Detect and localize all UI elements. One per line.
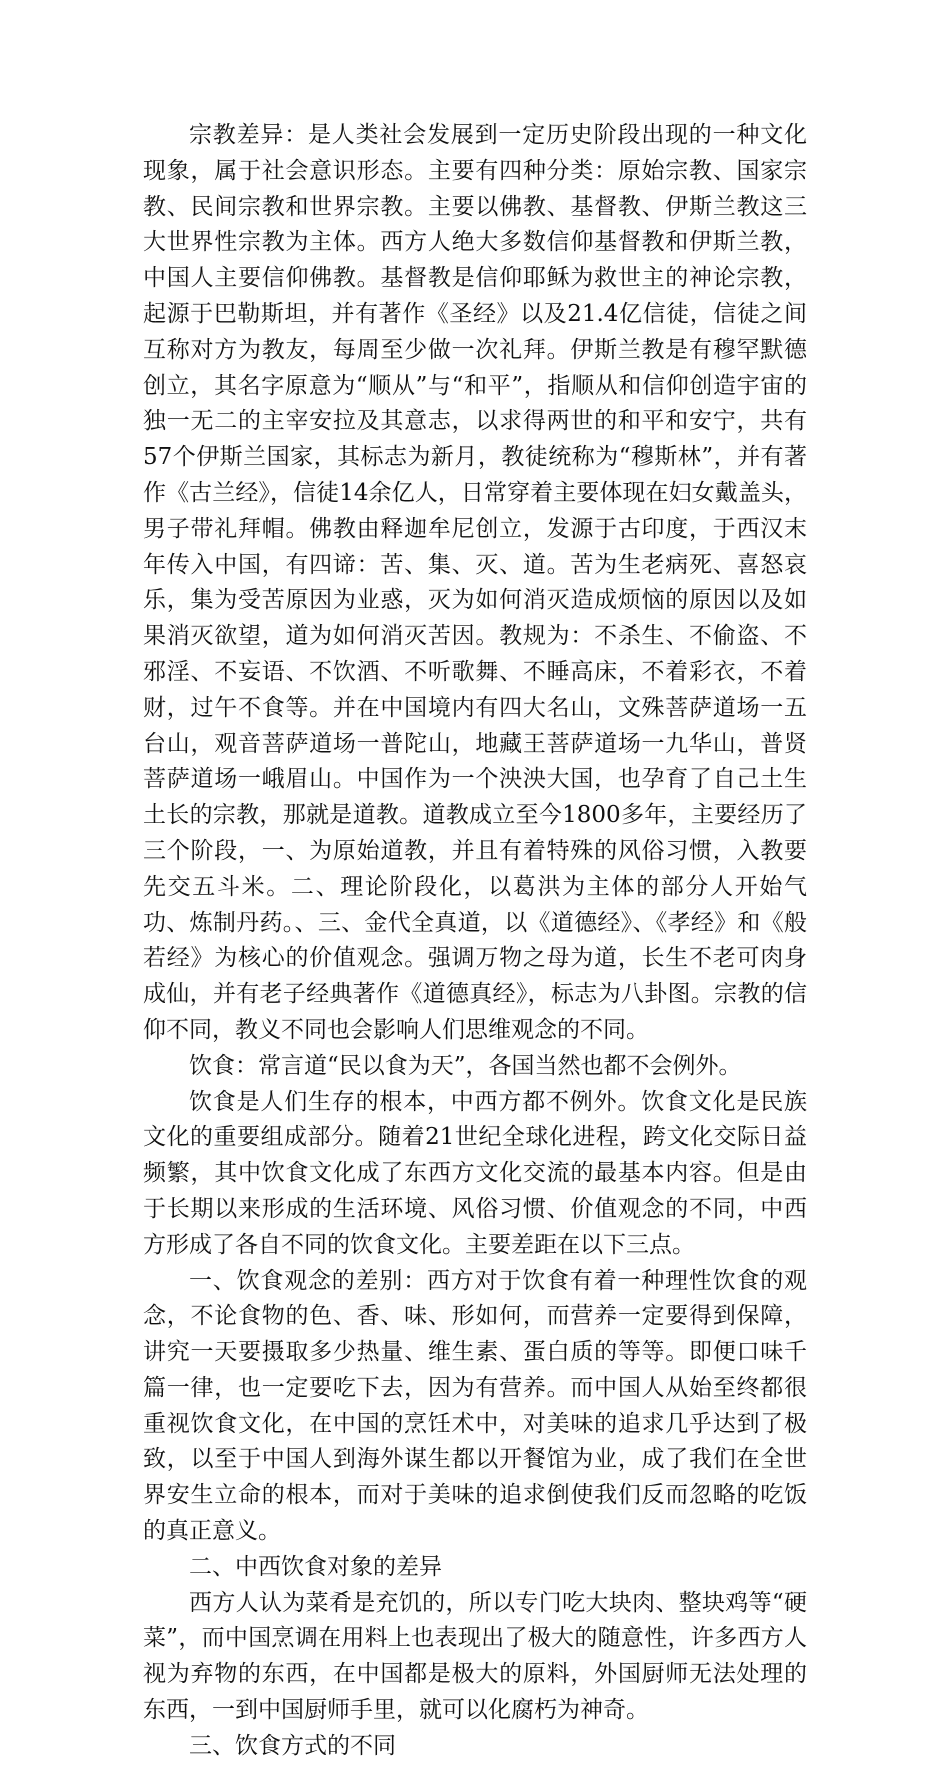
heading-diet-methods: 三、饮食方式的不同 bbox=[189, 1732, 396, 1759]
heading-diet-objects: 二、中西饮食对象的差异 bbox=[189, 1553, 442, 1580]
paragraph-religion: 宗教差异：是人类社会发展到一定历史阶段出现的一种文化现象，属于社会意识形态。主要有四种分类：原始宗教、国家宗教、民间宗教和世界宗教。主要以佛教、基督教、伊斯兰教这三大世界性宗教为主体。西方人绝大多数信仰基督教和伊斯兰教，中国人主要信仰佛教。基督教是信仰耶稣为救世主的神论宗教，起源于巴勒斯坦，并有著作《圣经》以及21.4亿信徒，信徒之间互称对方为教友，每周至少做一次礼拜。伊斯兰教是有穆罕默德创立，其名字原意为“顺从”与“和平”，指顺从和信仰创造宇宙的独一无二的主宰安拉及其意志，以求得两世的和平和安宁，共有57个伊斯兰国家，其标志为新月，教徒统称为“穆斯林”，并有著作《古兰经》，信徒14余亿人，日常穿着主要体现在妇女戴盖头，男子带礼拜帽。佛教由释迦牟尼创立，发源于古印度，于西汉末年传入中国，有四谛：苦、集、灭、道。苦为生老病死、喜怒哀乐，集为受苦原因为业惑，灭为如何消灭造成烦恼的原因以及如果消灭欲望，道为如何消灭苦因。教规为：不杀生、不偷盗、不邪淫、不妄语、不饮酒、不听歌舞、不睡高床，不着彩衣，不着财，过午不食等。并在中国境内有四大名山，文殊菩萨道场一五台山，观音菩萨道场一普陀山，地藏王菩萨道场一九华山，普贤菩萨道场一峨眉山。中国作为一个泱泱大国，也孕育了自己土生土长的宗教，那就是道教。道教成立至今1800多年，主要经历了三个阶段，一、为原始道教，并且有着特殊的风俗习惯，入教要先交五斗米。二、理论阶段化，以葛洪为主体的部分人开始气功、炼制丹药。、三、金代全真道，以《道德经》、《孝经》和《般若经》为核心的价值观念。强调万物之母为道，长生不老可肉身成仙，并有老子经典著作《道德真经》，标志为八卦图。宗教的信仰不同，教义不同也会影响人们思维观念的不同。 bbox=[143, 122, 807, 1043]
paragraph-diet-overview: 饮食是人们生存的根本，中西方都不例外。饮食文化是民族文化的重要组成部分。随着21世纪全球化进程，跨文化交际日益频繁，其中饮食文化成了东西方文化交流的最基本内容。但是由于长期以来形成的生活环境、风俗习惯、价值观念的不同，中西方形成了各自不同的饮食文化。主要差距在以下三点。 bbox=[143, 1088, 807, 1258]
paragraph-diet-objects: 西方人认为菜肴是充饥的，所以专门吃大块肉、整块鸡等“硬菜”，而中国烹调在用料上也表现出了极大的随意性，许多西方人视为弃物的东西，在中国都是极大的原料，外国厨师无法处理的东西，一到中国厨师手里，就可以化腐朽为神奇。 bbox=[143, 1589, 807, 1724]
paragraph-diet-concept: 一、饮食观念的差别：西方对于饮食有着一种理性饮食的观念，不论食物的色、香、味、形如何，而营养一定要得到保障，讲究一天要摄取多少热量、维生素、蛋白质的等等。即便口味千篇一律，也一定要吃下去，因为有营养。而中国人从始至终都很重视饮食文化，在中国的烹饪术中，对美味的追求几乎达到了极致，以至于中国人到海外谋生都以开餐馆为业，成了我们在全世界安生立命的根本，而对于美味的追求倒使我们反而忽略的吃饭的真正意义。 bbox=[143, 1267, 807, 1545]
paragraph-diet-intro: 饮食：常言道“民以食为天”，各国当然也都不会例外。 bbox=[189, 1052, 742, 1079]
document-page bbox=[143, 118, 807, 1765]
